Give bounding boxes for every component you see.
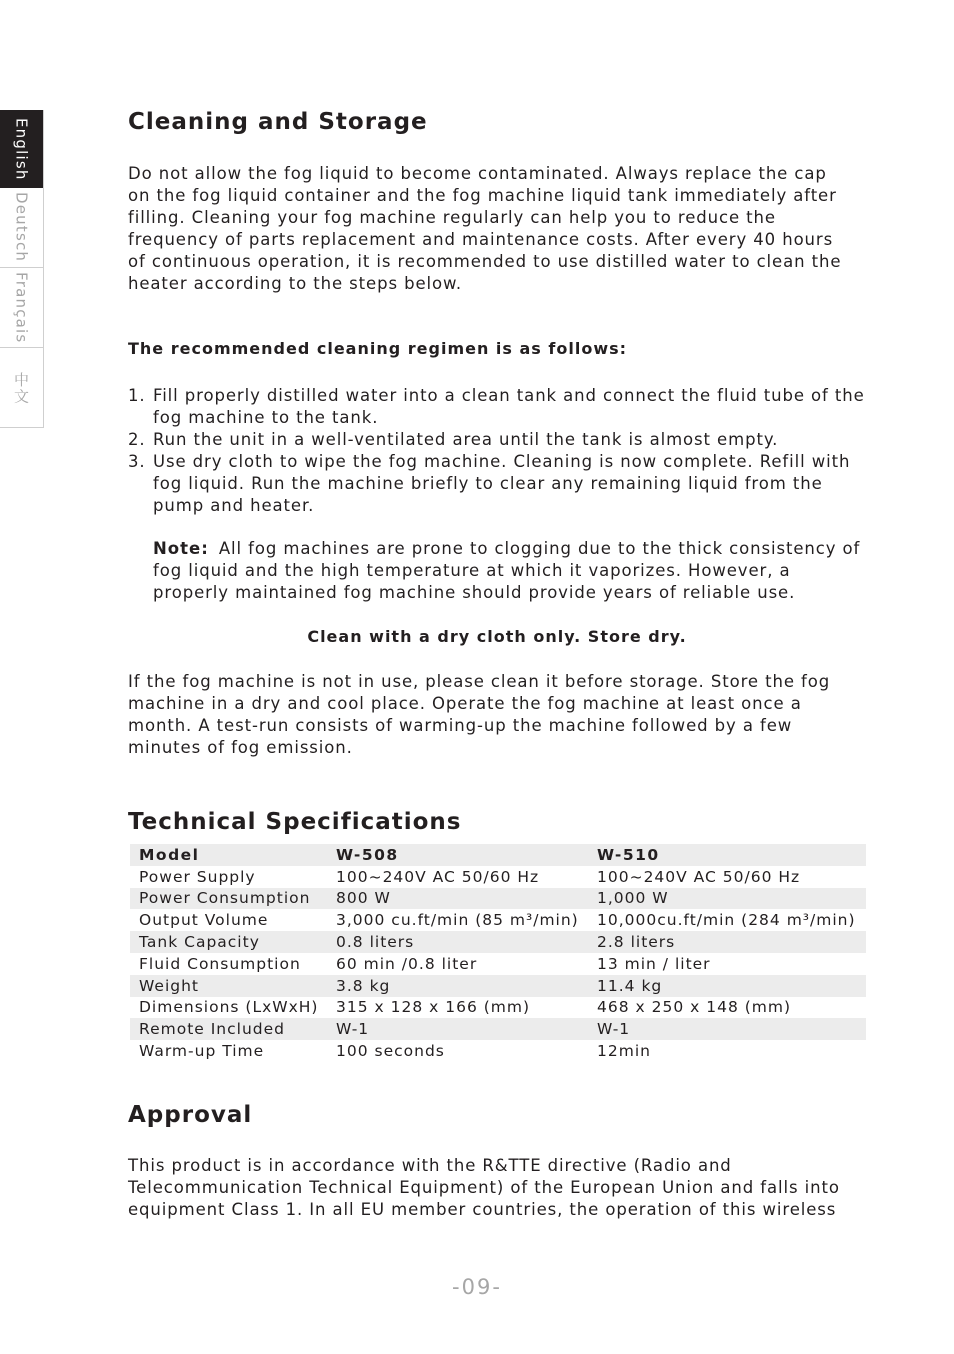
header-cell: W-510: [597, 844, 866, 866]
tab-deutsch-label: Deutsch: [12, 192, 31, 263]
intro-line: Do not allow the fog liquid to become contaminated. Always replace the cap: [128, 164, 827, 183]
table-cell: 800 W: [336, 888, 597, 910]
table-row: [130, 909, 866, 931]
header-cell: W-508: [336, 844, 597, 866]
table-cell: 10,000cu.ft/min (284 m³/min): [597, 911, 856, 930]
table-cell: Power Supply: [139, 867, 256, 886]
intro-line: filling. Cleaning your fog machine regularly can help you to reduce the: [128, 208, 776, 227]
intro-line: heater according to the steps below.: [128, 274, 463, 293]
tab-deutsch[interactable]: [0, 188, 43, 268]
table-cell: Dimensions (LxWxH): [139, 998, 319, 1017]
cleaning-title: Cleaning and Storage: [128, 109, 428, 135]
table-row: [130, 953, 866, 975]
list-item: [128, 429, 872, 451]
storage-line: If the fog machine is not in use, please clean it before storage. Store the fog: [128, 672, 831, 691]
table-cell: Power Consumption: [130, 888, 336, 910]
table-cell: Output Volume: [139, 911, 269, 930]
table-cell: 2.8 liters: [597, 931, 866, 953]
step-text: Use dry cloth to wipe the fog machine. Cleaning is now complete. Refill with fog liquid. Run the machine briefly to clear any remaining liquid from the pump and heater.: [153, 452, 851, 515]
step-number: 1.: [128, 386, 146, 405]
table-cell: 315 x 128 x 166 (mm): [336, 998, 531, 1017]
storage-line: machine in a dry and cool place. Operate the fog machine at least once a: [128, 694, 802, 713]
table-cell: W-1: [336, 1018, 597, 1040]
approval-title: Approval: [128, 1102, 253, 1128]
table-row: [130, 997, 866, 1019]
specs-table: [130, 844, 866, 1062]
step-text: Fill properly distilled water into a clean tank and connect the fluid tube of the fog machine to the tank.: [153, 386, 865, 427]
list-item: [128, 451, 872, 517]
table-row: [130, 931, 866, 953]
regimen-heading: The recommended cleaning regimen is as follows:: [128, 339, 628, 358]
table-cell: 13 min / liter: [597, 954, 711, 973]
language-tabs: [0, 110, 44, 428]
table-row: [130, 1018, 866, 1040]
table-cell: Remote Included: [130, 1018, 336, 1040]
cleaning-intro: [128, 163, 868, 295]
table-cell: 11.4 kg: [597, 975, 866, 997]
approval-paragraph: [128, 1155, 868, 1221]
table-cell: Fluid Consumption: [139, 954, 301, 973]
tab-english-label: English: [12, 117, 31, 181]
tab-english[interactable]: [0, 110, 43, 188]
tab-francais[interactable]: [0, 268, 43, 348]
step-number: 3.: [128, 452, 146, 471]
step-number: 2.: [128, 430, 146, 449]
specs-title: Technical Specifications: [128, 809, 462, 835]
table-cell: 0.8 liters: [336, 931, 597, 953]
table-row: [130, 866, 866, 888]
tab-chinese[interactable]: [0, 348, 43, 428]
table-row: [130, 888, 866, 910]
table-cell: 3,000 cu.ft/min (85 m³/min): [336, 911, 579, 930]
cleaning-steps: [128, 385, 872, 517]
table-cell: 3.8 kg: [336, 975, 597, 997]
note: [153, 538, 868, 604]
intro-line: of continuous operation, it is recommended to use distilled water to clean the: [128, 252, 842, 271]
intro-line: on the fog liquid container and the fog machine liquid tank immediately after: [128, 186, 837, 205]
clean-store-line: Clean with a dry cloth only. Store dry.: [307, 627, 687, 646]
table-row: [130, 975, 866, 997]
table-cell: 100~240V AC 50/60 Hz: [597, 867, 801, 886]
tab-francais-label: Français: [12, 271, 31, 344]
note-label: Note:: [153, 539, 209, 558]
storage-line: month. A test-run consists of warming-up the machine followed by a few: [128, 716, 793, 735]
header-cell: Model: [130, 844, 336, 866]
intro-line: frequency of parts replacement and maintenance costs. After every 40 hours: [128, 230, 834, 249]
approval-line: This product is in accordance with the R&TTE directive (Radio and: [128, 1156, 732, 1175]
step-text: Run the unit in a well-ventilated area until the tank is almost empty.: [153, 430, 779, 449]
table-cell: 100 seconds: [336, 1042, 445, 1061]
table-cell: Weight: [130, 975, 336, 997]
table-header-row: [130, 844, 866, 866]
table-cell: 468 x 250 x 148 (mm): [597, 998, 792, 1017]
table-cell: 12min: [597, 1042, 651, 1061]
table-cell: Tank Capacity: [130, 931, 336, 953]
approval-line: Telecommunication Technical Equipment) of the European Union and falls into: [128, 1178, 840, 1197]
storage-paragraph: [128, 671, 868, 759]
storage-line: minutes of fog emission.: [128, 738, 353, 757]
page-number: -09-: [452, 1275, 502, 1299]
table-cell: W-1: [597, 1018, 866, 1040]
list-item: [128, 385, 872, 429]
table-row: [130, 1040, 866, 1062]
table-cell: 100~240V AC 50/60 Hz: [336, 867, 540, 886]
approval-line: equipment Class 1. In all EU member countries, the operation of this wireless: [128, 1200, 837, 1219]
note-text: All fog machines are prone to clogging due to the thick consistency of fog liquid and the high temperature at which it vaporizes. However, a properly maintained fog machine should provide years of reliable use.: [153, 539, 861, 602]
table-cell: 1,000 W: [597, 888, 866, 910]
tab-chinese-label: 中文: [12, 371, 30, 405]
table-cell: 60 min /0.8 liter: [336, 954, 478, 973]
table-cell: Warm-up Time: [139, 1042, 265, 1061]
